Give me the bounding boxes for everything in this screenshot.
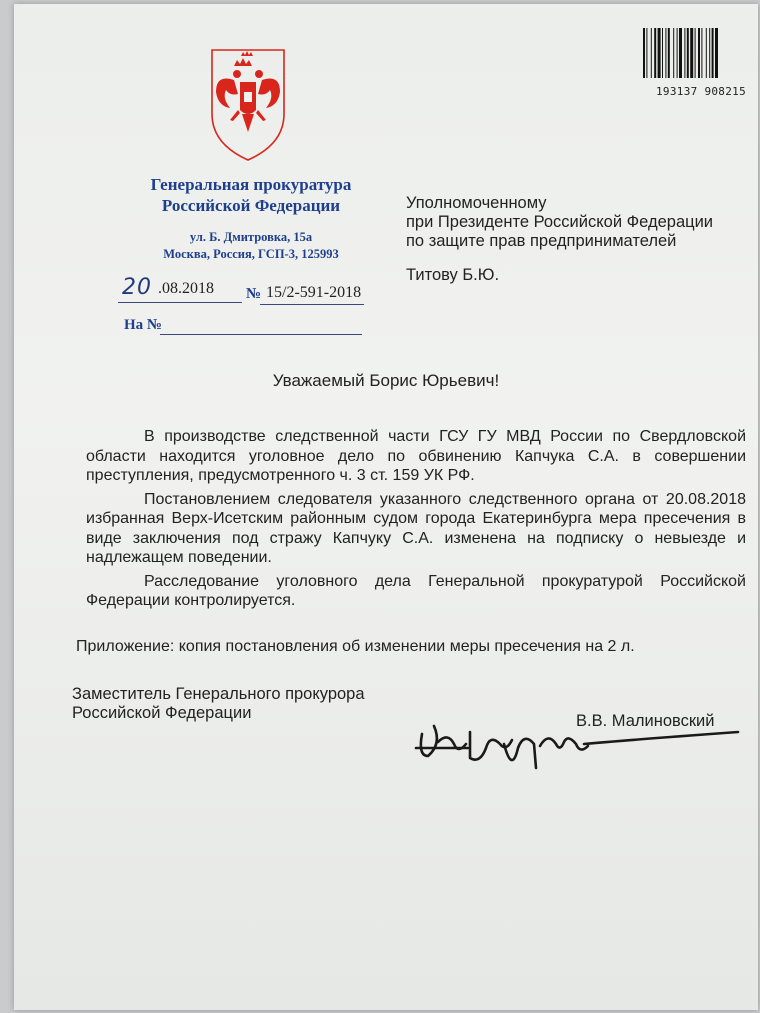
barcode-number: 193137 908215	[656, 85, 746, 98]
number-label: №	[246, 286, 262, 302]
number-underline	[260, 304, 364, 305]
handwritten-date-day: 20	[122, 275, 152, 300]
paragraph: Расследование уголовного дела Генеральной прокуратурой Российской Федерации контролируется.	[86, 572, 746, 609]
addressee-block: Уполномоченному при Президенте Российской Федерации по защите прав предпринимателей	[406, 194, 714, 250]
addressee-name: Титову Б.Ю.	[406, 266, 500, 284]
greeting: Уважаемый Борис Юрьевич!	[272, 371, 500, 390]
letter-body	[86, 427, 746, 615]
date-underline	[118, 302, 242, 303]
reply-to-label: На №	[124, 317, 162, 333]
attachment-note: Приложение: копия постановления об изменении меры пресечения на 2 л.	[76, 638, 635, 655]
registration-number: 15/2-591-2018	[266, 284, 362, 301]
document-page	[14, 4, 758, 1010]
reply-to-underline	[160, 334, 362, 335]
signer-name: В.В. Малиновский	[576, 712, 715, 730]
signer-title: Заместитель Генерального прокурора Российской Федерации	[72, 685, 365, 722]
paragraph: В производстве следственной части ГСУ ГУ МВД России по Свердловской области находится уголовное дело по обвинению Капчука С.А. в совершении преступления, предусмотренного ч. 3 ст. 159 УК РФ.	[86, 428, 746, 484]
barcode	[642, 28, 760, 98]
coat-of-arms-icon	[204, 44, 292, 164]
organization-address: ул. Б. Дмитровка, 15а Москва, Россия, ГСП-3, 125993	[163, 230, 339, 261]
registration-date: .08.2018	[158, 280, 214, 297]
organization-name: Генеральная прокуратура Российской Федерации	[150, 175, 352, 215]
barcode-bars	[642, 28, 760, 78]
paragraph: Постановлением следователя указанного следственного органа от 20.08.2018 избранная Верх-Исетским районным судом города Екатеринбурга мера пресечения в виде заключения под стражу Капчуку С.А. изменена на подписку о невыезде и надлежащем поведении.	[86, 490, 746, 566]
